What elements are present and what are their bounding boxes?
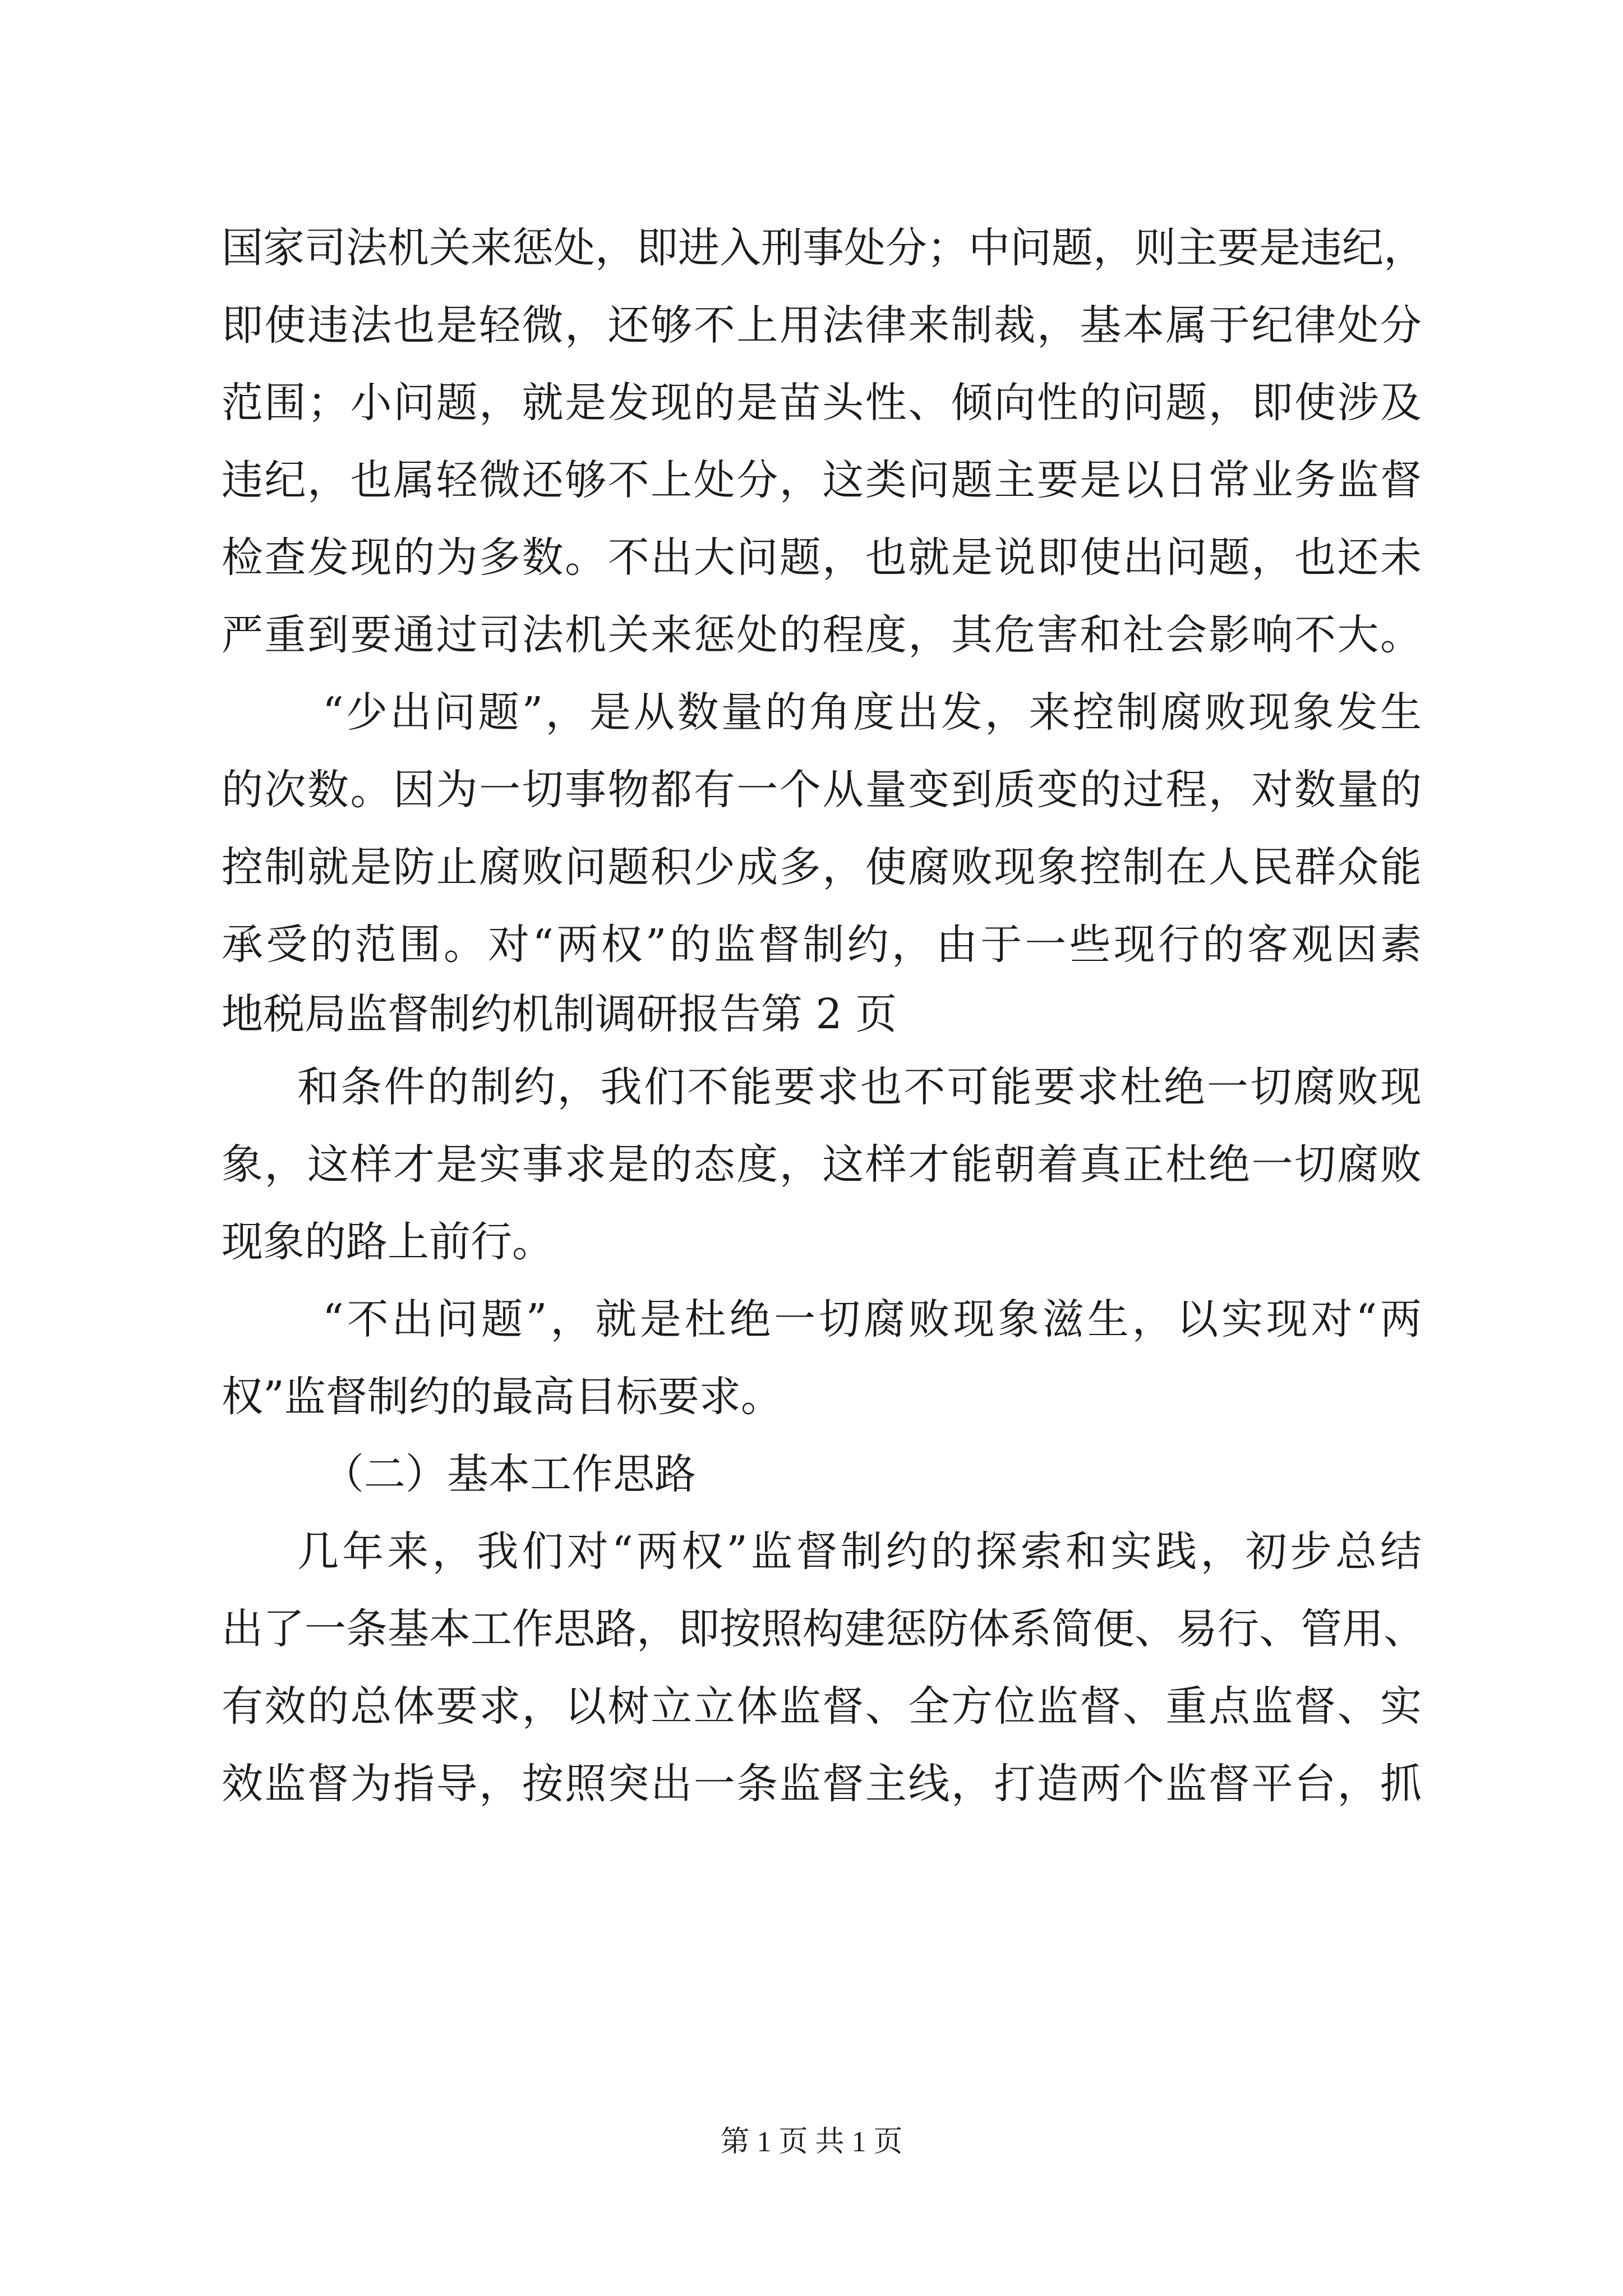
text-line: 效监督为指导，按照突出一条监督主线，打造两个监督平台，抓 bbox=[222, 1760, 1422, 1808]
text-line: 范围；小问题，就是发现的是苗头性、倾向性的问题，即使涉及 bbox=[222, 379, 1422, 427]
text-line: 几年来，我们对“两权”监督制约的探索和实践，初步总结 bbox=[297, 1527, 1422, 1576]
text-line: 承受的范围。对“两权”的监督制约，由于一些现行的客观因素 bbox=[222, 921, 1422, 969]
page-break-heading: 地税局监督制约机制调研报告第 2 页 bbox=[222, 990, 897, 1038]
text-line: 和条件的制约，我们不能要求也不可能要求杜绝一切腐败现 bbox=[297, 1063, 1422, 1111]
text-line: 有效的总体要求，以树立立体监督、全方位监督、重点监督、实 bbox=[222, 1682, 1422, 1731]
text-line: 严重到要通过司法机关来惩处的程度，其危害和社会影响不大。 bbox=[222, 611, 1422, 659]
section-heading: （二）基本工作思路 bbox=[322, 1450, 696, 1498]
text-line: 现象的路上前行。 bbox=[222, 1218, 554, 1266]
page-footer: 第 1 页 共 1 页 bbox=[720, 2126, 903, 2158]
text-line: 国家司法机关来惩处，即进入刑事处分；中问题，则主要是违纪， bbox=[222, 224, 1425, 272]
text-line: 检查发现的为多数。不出大问题，也就是说即使出问题，也还未 bbox=[222, 533, 1422, 582]
text-line: “不出问题”，就是杜绝一切腐败现象滋生，以实现对“两 bbox=[322, 1295, 1422, 1343]
text-line: 控制就是防止腐败问题积少成多，使腐败现象控制在人民群众能 bbox=[222, 843, 1422, 891]
text-line: 权”监督制约的最高目标要求。 bbox=[222, 1373, 782, 1421]
text-line: 象，这样才是实事求是的态度，这样才能朝着真正杜绝一切腐败 bbox=[222, 1140, 1422, 1189]
text-line: “少出问题”，是从数量的角度出发，来控制腐败现象发生 bbox=[322, 688, 1422, 737]
text-line: 违纪，也属轻微还够不上处分，这类问题主要是以日常业务监督 bbox=[222, 456, 1422, 504]
text-line: 出了一条基本工作思路，即按照构建惩防体系简便、易行、管用、 bbox=[222, 1605, 1425, 1653]
text-line: 的次数。因为一切事物都有一个从量变到质变的过程，对数量的 bbox=[222, 766, 1422, 814]
text-line: 即使违法也是轻微，还够不上用法律来制裁，基本属于纪律处分 bbox=[222, 301, 1422, 349]
